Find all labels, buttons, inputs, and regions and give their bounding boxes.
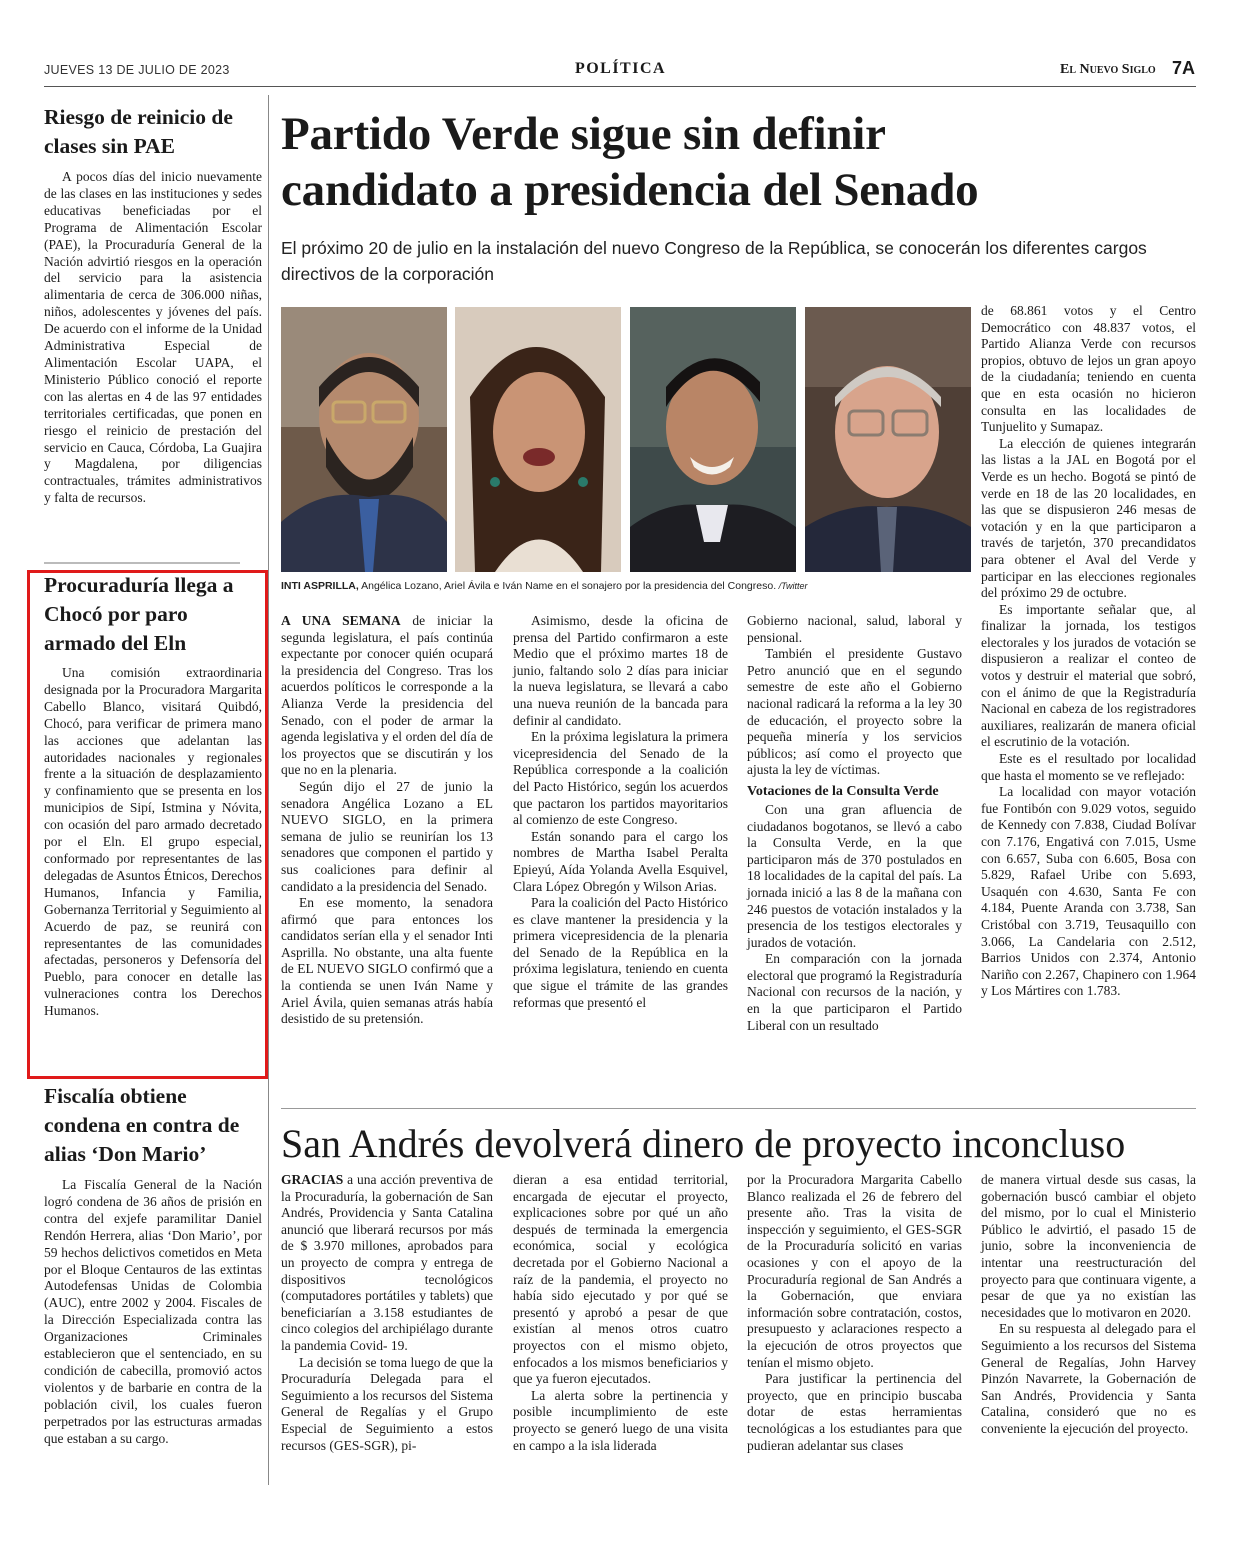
second-article-column-4 [981,1172,1196,1438]
photo-angelica-lozano [455,307,621,572]
paragraph-text: a una acción preventiva de la Procuraduría, la gobernación de San Andrés, Providencia y Santa Catalina anunció que liberará recursos por más de $ 3.970 millones, aprobados para un proyecto de compra y entrega de dispositivos tecnológicos (computadores portátiles y tablets) que beneficiarían a 3.158 estudiantes de cinco colegios del archipiélago durante la pandemia Covid- 19. [281,1172,493,1353]
article-paragraph: Con una gran afluencia de ciudadanos bogotanos, se llevó a cabo la Consulta Verde, en la que participaron más de 370 postulados en 18 localidades de la capital del país. La jornada inició a las 8 de la mañana con 246 puestos de votación instalados y la presencia de los testigos electorales y jurados de votación. [747,801,962,950]
article-paragraph: La decisión se toma luego de que la Procuraduría Delegada para el Seguimiento a los recursos del Sistema General de Regalías y el Grupo Especial de Seguimiento a estos recursos (GES-SGR), pi- [281,1354,493,1453]
second-headline: San Andrés devolverá dinero de proyecto inconcluso [281,1121,1126,1166]
sidebar-separator [44,562,240,564]
second-article-column-2 [513,1172,728,1454]
article-paragraph: En comparación con la jornada electoral que programó la Registraduría Nacional con recursos de la nación, y en la que participaron el Partido Liberal con un resultado [747,951,962,1033]
caption-lead: INTI ASPRILLA, [281,580,359,592]
photo-caption [281,580,971,592]
sidebar-headline: Riesgo de reinicio de clases sin PAE [44,105,233,158]
second-article-column-1 [281,1172,493,1454]
sidebar-paragraph: Una comisión extraordinaria designada por la Procuradora Margarita Cabello Blanco, visitará Quibdó, Chocó, para verificar de primera mano las acciones que adelantan las autoridades nacionales y regionales frente a la situación de desplazamiento y confinamiento que se presenta en los municipios de Sipí, Istmina y Nóvita, con ocasión del paro armado decretado por el Eln. El grupo especial, conformado por representantes de las delegadas de Asuntos Étnicos, Derechos Humanos, Infancia y Familia, Gobernanza Territorial y Seguimiento al Acuerdo de paz, se reunirá con representantes de las comunidades afectadas, personeros y Defensoría del Pueblo, para conocer en detalle las vulneraciones contra los Derechos Humanos. [44,665,262,1019]
article-paragraph: Para la coalición del Pacto Histórico es clave mantener la presidencia y la primera vicepresidencia de la plenaria del Senado de la República en la próxima legislatura, teniendo en cuenta que sigue el trámite de las grandes reformas que presentó el [513,895,728,1010]
lead-in: GRACIAS [281,1172,344,1187]
article-paragraph: Asimismo, desde la oficina de prensa del Partido confirmaron a este Medio que el próximo martes 18 de junio, faltando solo 2 días para iniciar la nueva legislatura, se llevará a cabo una nueva reunión de la bancada para definir al candidato. [513,613,728,728]
article-paragraph: de 68.861 votos y el Centro Democrático con 48.837 votos, el Partido Alianza Verde con recursos propios, obtuvo de lejos un gran apoyo de la ciudadanía; teniendo en cuenta que en esta ocasión no hicieron consulta en las localidades de Tunjuelito y Sumapaz. [981,303,1196,435]
main-headline [281,106,1201,218]
article-paragraph: También el presidente Gustavo Petro anunció que en el segundo semestre de este año el Gobierno nacional radicará la reforma a la ley 30 de educación, el proyecto sobre la pequeña minería y los servicios públicos; así como el proyecto que ajusta la ley de víctimas. [747,646,962,778]
main-article-column-3 [747,613,962,1034]
article-paragraph: dieran a esa entidad territorial, encargada de ejecutar el proyecto, explicaciones sobre por qué un año después de terminada la emergencia económica, social y ecológica decretada por el Gobierno Nacional a raíz de la pandemia, el proyecto no había sido ejecutado y por qué se presentó y aprobó a pesar de que existían al menos otros cuatro proyectos con el mismo objeto, enfocados a los mismos beneficiarios y que ya fueron ejecutados. [513,1172,728,1387]
newspaper-name: El Nuevo Siglo [1060,62,1156,77]
sidebar-body [44,665,262,1020]
article-paragraph: Es importante señalar que, al finalizar la jornada, los testigos electorales y los jurados de votación se dispusieron a realizar el conteo de votos y destruir el material que sobró, con el ánimo de que la Registraduría Nacional en cabeza de los registradores auxiliares, realizarán de manera oficial el escrutinio de la votación. [981,601,1196,750]
sidebar-story-choco [44,571,262,1020]
caption-credit: /Twitter [776,581,808,591]
article-paragraph: En la próxima legislatura la primera vicepresidencia del Senado de la República corresponde a la coalición del Pacto Histórico, según los acuerdos que pactaron los partidos mayoritarios al comienzo de este Congreso. [513,729,728,828]
article-subhead: Votaciones de la Consulta Verde [747,783,939,799]
article-paragraph: por la Procuradora Margarita Cabello Blanco realizada el 26 de febrero del presente año. Tras la visita de inspección y seguimiento, el GES-SGR de la Procuraduría solicitó en varias ocasiones y con el apoyo de la Procuraduría regional de San Andrés a la Gobernación, que enviara información sobre contratación, costos, presupuesto y aclaraciones respecto a la ejecución de otros proyectos que tenían el mismo objeto. [747,1172,962,1370]
article-paragraph: de manera virtual desde sus casas, la gobernación buscó cambiar el objeto del mismo, por lo cual el Ministerio Público le advirtió, el pasado 15 de junio, sobre la inconveniencia de intentar una reestructuración del proyecto para que continuara vigente, a pesar de que ya no existían las necesidades que lo motivaron en 2020. [981,1172,1196,1320]
sidebar-paragraph: A pocos días del inicio nuevamente de las clases en las instituciones y sedes educativas beneficiadas por el Programa de Alimentación Escolar (PAE), la Procuraduría General de la Nación advirtió riesgos en la operación del servicio para la asistencia alimentaria de cerca de 306.000 niñas, niños, adolescentes y jóvenes del país. De acuerdo con el informe de la Unidad Administrativa Especial de Alimentación Escolar UAPA, el Ministerio Público conoció el reporte con las alertas en 4 de las 97 entidades territoriales certificadas, que ponen en riesgo el reinicio de prestación del servicio en Cauca, Córdoba, La Guajira y Magdalena, por diligencias contractuales, trámites administrativos y falta de recursos. [44,169,262,506]
caption-text: Angélica Lozano, Ariel Ávila e Iván Name en el sonajero por la presidencia del Congreso. [358,580,777,592]
sidebar-story-pae [44,103,262,507]
main-deck: El próximo 20 de julio en la instalación del nuevo Congreso de la República, se conocerán los diferentes cargos directivos de la corporación [281,238,1147,284]
sidebar-headline: Fiscalía obtiene condena en contra de alias ‘Don Mario’ [44,1084,240,1166]
article-paragraph: La alerta sobre la pertinencia y posible incumplimiento de este proyecto se generó luego de una visita en campo a la isla liderada [513,1387,728,1453]
article-paragraph: La elección de quienes integrarán las listas a la JAL en Bogotá por el Verde es un hecho. Bogotá se pintó de verde en 18 de las 20 localidades, en las que se dispusieron 246 mesas de votación y en la que participaron a través de tarjetón, 370 precandidatos para obtener el Aval del Verde y participar en las elecciones regionales del próximo 29 de octubre. [981,435,1196,601]
lead-in: A UNA SEMANA [281,613,401,628]
article-paragraph [281,1172,493,1355]
photo-ariel-avila [630,307,796,572]
article-paragraph: Para justificar la pertinencia del proyecto, que en principio buscaba dotar de estas herramientas tecnológicas a los estudiantes para que pudieran adelantar sus clases [747,1371,962,1453]
page-number: 7A [1172,58,1196,78]
article-paragraph: Gobierno nacional, salud, laboral y pensional. [747,613,962,645]
article-paragraph [281,613,493,779]
main-article-column-2 [513,613,728,1011]
sidebar-body [44,169,262,507]
section-rule [281,1108,1196,1109]
article-paragraph: La localidad con mayor votación fue Fontibón con 9.029 votos, seguido de Kennedy con 7.838, Ciudad Bolívar con 7.176, Engativá con 7.015, Usme con 6.657, Suba con 6.605, Bosa con 5.829, Rafael Uribe con 5.693, Usaquén con 4.630, Santa Fe con 4.184, Puente Aranda con 3.738, San Cristóbal con 3.719, Teusaquillo con 3.066, La Candelaria con 2.512, Barrios Unidos con 2.374, Antonio Nariño con 2.267, Chapinero con 1.964 y Los Mártires con 1.783. [981,784,1196,999]
article-paragraph: Este es el resultado por localidad que hasta el momento se ve reflejado: [981,751,1196,783]
column-divider [268,95,269,1485]
photo-ivan-name [805,307,971,572]
paragraph-text: de iniciar la segunda legislatura, el país continúa expectante por conocer quién ocupará la presidencia del Congreso. Tras los acuerdos políticos le corresponde a la Alianza Verde la presidencia del Senado, con el poder de armar la agenda legislativa y el orden del día de los proyectos que se discutirán y los que no en la plenaria. [281,613,494,778]
section-title: POLÍTICA [574,60,667,77]
article-paragraph: En ese momento, la senadora afirmó que para entonces los candidatos serían ella y el senador Inti Asprilla. No obstante, una alta fuente de EL NUEVO SIGLO confirmó que a la contienda se unen Iván Name y Ariel Ávila, quien semanas atrás había desistido de su pretensión. [281,895,493,1027]
top-rule [44,86,1196,87]
issue-date: JUEVES 13 DE JULIO DE 2023 [44,63,230,77]
main-article-column-1 [281,613,493,1028]
article-paragraph: Están sonando para el cargo los nombres de Martha Isabel Peralta Epieyú, Aída Yolanda Avella Esquivel, Clara López Obregón y Wilson Arias. [513,828,728,894]
sidebar-headline: Procuraduría llega a Chocó por paro armado del Eln [44,573,234,655]
main-article-column-4 [981,303,1196,1000]
main-headline-line: candidato a presidencia del Senado [281,164,979,216]
main-headline-line: Partido Verde sigue sin definir [281,108,886,160]
sidebar-body [44,1177,262,1448]
photo-inti-asprilla [281,307,447,572]
second-article-column-3 [747,1172,962,1454]
article-paragraph: Según dijo el 27 de junio la senadora Angélica Lozano a EL NUEVO SIGLO, en la primera semana de julio se reunirían los 13 senadores que componen el partido y sus coaliciones para definir al candidato a la presidencia del Senado. [281,778,493,894]
sidebar-paragraph: La Fiscalía General de la Nación logró condena de 36 años de prisión en contra del exjefe paramilitar Daniel Rendón Herrera, alias ‘Don Mario’, por 59 hechos delictivos cometidos en Meta por el Bloque Centauros de las extintas Autodefensas Unidas de Colombia (AUC), entre 2002 y 2004. Fiscales de la Dirección Especializada contra las Organizaciones Criminales establecieron que el sentenciado, en su condición de cabecilla, promovió actos violentos y de barbarie en contra de la población civil, los cuales fueron perpetrados por las estructuras armadas que estaban a su cargo. [44,1177,262,1446]
article-paragraph: En su respuesta al delegado para el Seguimiento a los recursos del Sistema General de Regalías, John Harvey Pinzón Navarrete, la Gobernación de San Andrés, Providencia y Santa Catalina, consideró que no es conveniente la ejecución del proyecto. [981,1321,1196,1436]
sidebar-story-fiscalia [44,1082,262,1448]
